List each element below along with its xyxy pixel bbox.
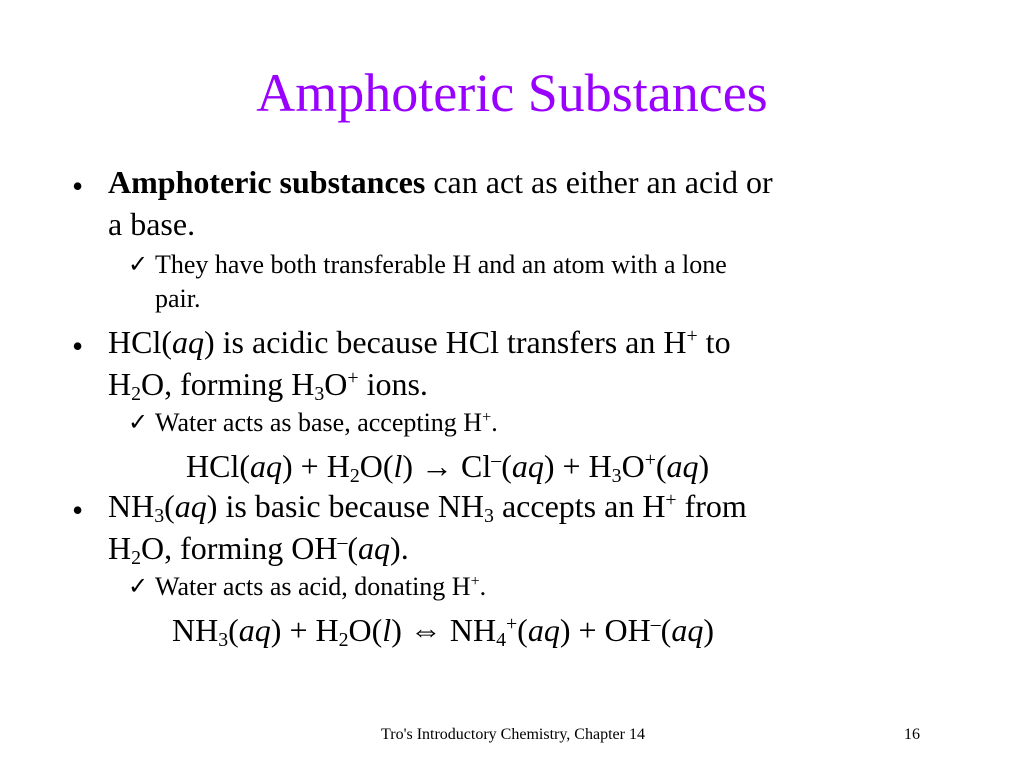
slide-title: Amphoteric Substances [256, 63, 768, 123]
bullet-dot: • [72, 328, 84, 364]
bullet-2-line-2: $H_2O$, forming $H_3O^+$ ions. [108, 366, 428, 405]
page-number: 16 [904, 726, 920, 743]
sub-bullet-2: Water acts as base, accepting H+. [155, 408, 498, 437]
bullet-dot: • [72, 492, 84, 528]
sub-bullet-3: Water acts as acid, donating H+. [155, 572, 487, 601]
equation-hcl: $HCl(aq) + H_2O(l) \to Cl^-(aq) + H_3O^+(aq)$ [186, 448, 710, 487]
sub-bullet-1-line-1: They have both transferable H and an atom with a lone [155, 250, 727, 279]
bullet-3-line-1: $NH_3(aq)$ is basic because $NH_3$ accepts an H+ from [108, 488, 747, 527]
footer-text: Tro's Introductory Chemistry, Chapter 14 [381, 726, 645, 743]
bullet-3-line-2: $H_2O$, forming OH–(aq). [108, 530, 409, 569]
bullet-1-line-2: a base. [108, 206, 196, 242]
bullet-1-line-1: Amphoteric substances can act as either an acid or [108, 164, 773, 200]
check-icon: ✓ [128, 410, 149, 436]
sub-bullet-1-line-2: pair. [155, 284, 201, 313]
bold-term: Amphoteric substances [108, 164, 426, 200]
bullet-dot: • [72, 168, 84, 204]
bullet-2-line-1: HCl(aq) is acidic because HCl transfers an H+ to [108, 324, 731, 360]
check-icon: ✓ [128, 252, 149, 278]
check-icon: ✓ [128, 574, 149, 600]
equation-nh3: $NH_3(aq) + H_2O(l)$ ⇔ $NH_4^+(aq) + OH^-(aq)$ [172, 612, 714, 651]
